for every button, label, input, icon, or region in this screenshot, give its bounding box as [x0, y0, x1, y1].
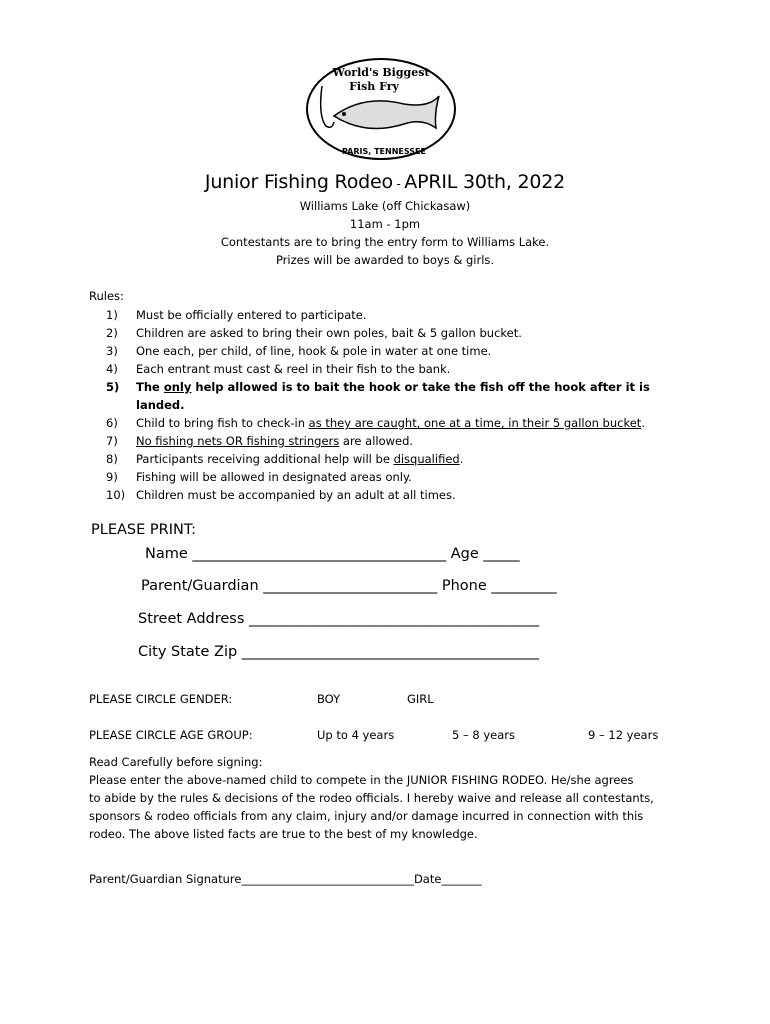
parent-phone-field[interactable]: Parent/Guardian ________________________ Phone _________ [141, 578, 557, 594]
rule-text [136, 432, 656, 450]
rule-item [106, 324, 666, 342]
rule-number: 3) [106, 344, 118, 358]
rule-text [136, 414, 656, 432]
age-group-label: PLEASE CIRCLE AGE GROUP: [89, 728, 253, 742]
page-title [0, 171, 770, 193]
rule-item [106, 306, 666, 324]
rule-emphasis: as they are caught, one at a time, in their 5 gallon bucket [308, 416, 642, 430]
rule-text-part: The [136, 380, 164, 394]
logo-line1: World's Biggest [332, 66, 430, 79]
rule-number: 9) [106, 470, 118, 484]
gender-label: PLEASE CIRCLE GENDER: [89, 692, 233, 706]
gender-option-girl[interactable]: GIRL [407, 692, 434, 706]
waiver-line: Please enter the above-named child to compete in the JUNIOR FISHING RODEO. He/she agrees [89, 773, 634, 787]
age-option-up-to-4[interactable]: Up to 4 years [317, 728, 395, 742]
logo-bottom-text: PARIS, TENNESSEE [342, 147, 426, 156]
rule-number: 10) [106, 488, 126, 502]
age-option-9-12[interactable]: 9 – 12 years [588, 728, 659, 742]
waiver-line: to abide by the rules & decisions of the rodeo officials. I hereby waive and release all contestants, [89, 791, 654, 805]
rule-text: Each entrant must cast & reel in their fish to the bank. [136, 362, 451, 376]
signature-row [89, 872, 482, 886]
rule-text-part: . [641, 416, 645, 430]
worlds-biggest-fish-fry-logo [304, 56, 458, 162]
title-dash: - [392, 177, 405, 191]
rule-item [106, 378, 666, 412]
rule-item [106, 342, 666, 360]
prizes-note: Prizes will be awarded to boys & girls. [275, 253, 495, 267]
rule-text-part: Child to bring fish to check-in [136, 416, 309, 430]
name-age-field[interactable]: Name ___________________________________ Age _____ [145, 546, 520, 562]
rule-text [136, 450, 656, 468]
rule-number: 2) [106, 326, 118, 340]
rule-text [136, 378, 656, 414]
rule-item [106, 450, 666, 468]
event-time: 11am - 1pm [349, 217, 421, 231]
rule-text: One each, per child, of line, hook & pole in water at one time. [136, 344, 492, 358]
title-part2: APRIL 30th, 2022 [404, 171, 566, 193]
rule-emphasis: disqualified [393, 452, 460, 466]
city-state-zip-field[interactable]: City State Zip _________________________________________ [138, 644, 540, 660]
rule-number: 5) [106, 380, 120, 394]
entry-form-note: Contestants are to bring the entry form to Williams Lake. [220, 235, 550, 249]
logo-line2: Fish Fry [349, 80, 399, 93]
event-location: Williams Lake (off Chickasaw) [299, 199, 471, 213]
rule-text: Children must be accompanied by an adult at all times. [136, 488, 456, 502]
please-print-heading: PLEASE PRINT: [91, 522, 196, 538]
rule-item [106, 360, 666, 378]
rule-number: 6) [106, 416, 118, 430]
rule-item [106, 486, 666, 504]
rule-text: Children are asked to bring their own poles, bait & 5 gallon bucket. [136, 326, 522, 340]
waiver-text [89, 753, 689, 843]
waiver-line: sponsors & rodeo officials from any claim, injury and/or damage incurred in connection with this [89, 809, 644, 823]
street-address-field[interactable]: Street Address ________________________________________ [138, 611, 540, 627]
date-line[interactable]: _______ [441, 872, 482, 886]
rule-number: 7) [106, 434, 118, 448]
rule-emphasis: No fishing nets OR fishing stringers [136, 434, 340, 448]
rule-text-part: landed. [136, 398, 185, 412]
signature-line[interactable]: ______________________________ [241, 872, 414, 886]
date-label: Date [413, 872, 442, 886]
rule-item [106, 468, 666, 486]
rule-item [106, 432, 666, 450]
rule-number: 4) [106, 362, 118, 376]
rule-text-part: help allowed is to bait the hook or take the fish off the hook after it is [191, 380, 650, 394]
rules-label: Rules: [89, 289, 124, 303]
rule-text: Fishing will be allowed in designated areas only. [136, 470, 412, 484]
signature-label: Parent/Guardian Signature [89, 872, 242, 886]
rule-number: 8) [106, 452, 118, 466]
rule-emphasis: only [163, 380, 192, 394]
rule-text-part: Participants receiving additional help will be [136, 452, 394, 466]
title-part1: Junior Fishing Rodeo [204, 171, 393, 193]
age-option-5-8[interactable]: 5 – 8 years [452, 728, 515, 742]
rule-text-part: are allowed. [339, 434, 414, 448]
rule-text: Must be officially entered to participate. [136, 308, 367, 322]
waiver-heading: Read Carefully before signing: [89, 755, 263, 769]
gender-option-boy[interactable]: BOY [317, 692, 341, 706]
rule-item [106, 414, 666, 432]
rule-text-part: . [459, 452, 464, 466]
rule-number: 1) [106, 308, 118, 322]
waiver-line: rodeo. The above listed facts are true to the best of my knowledge. [89, 827, 478, 841]
